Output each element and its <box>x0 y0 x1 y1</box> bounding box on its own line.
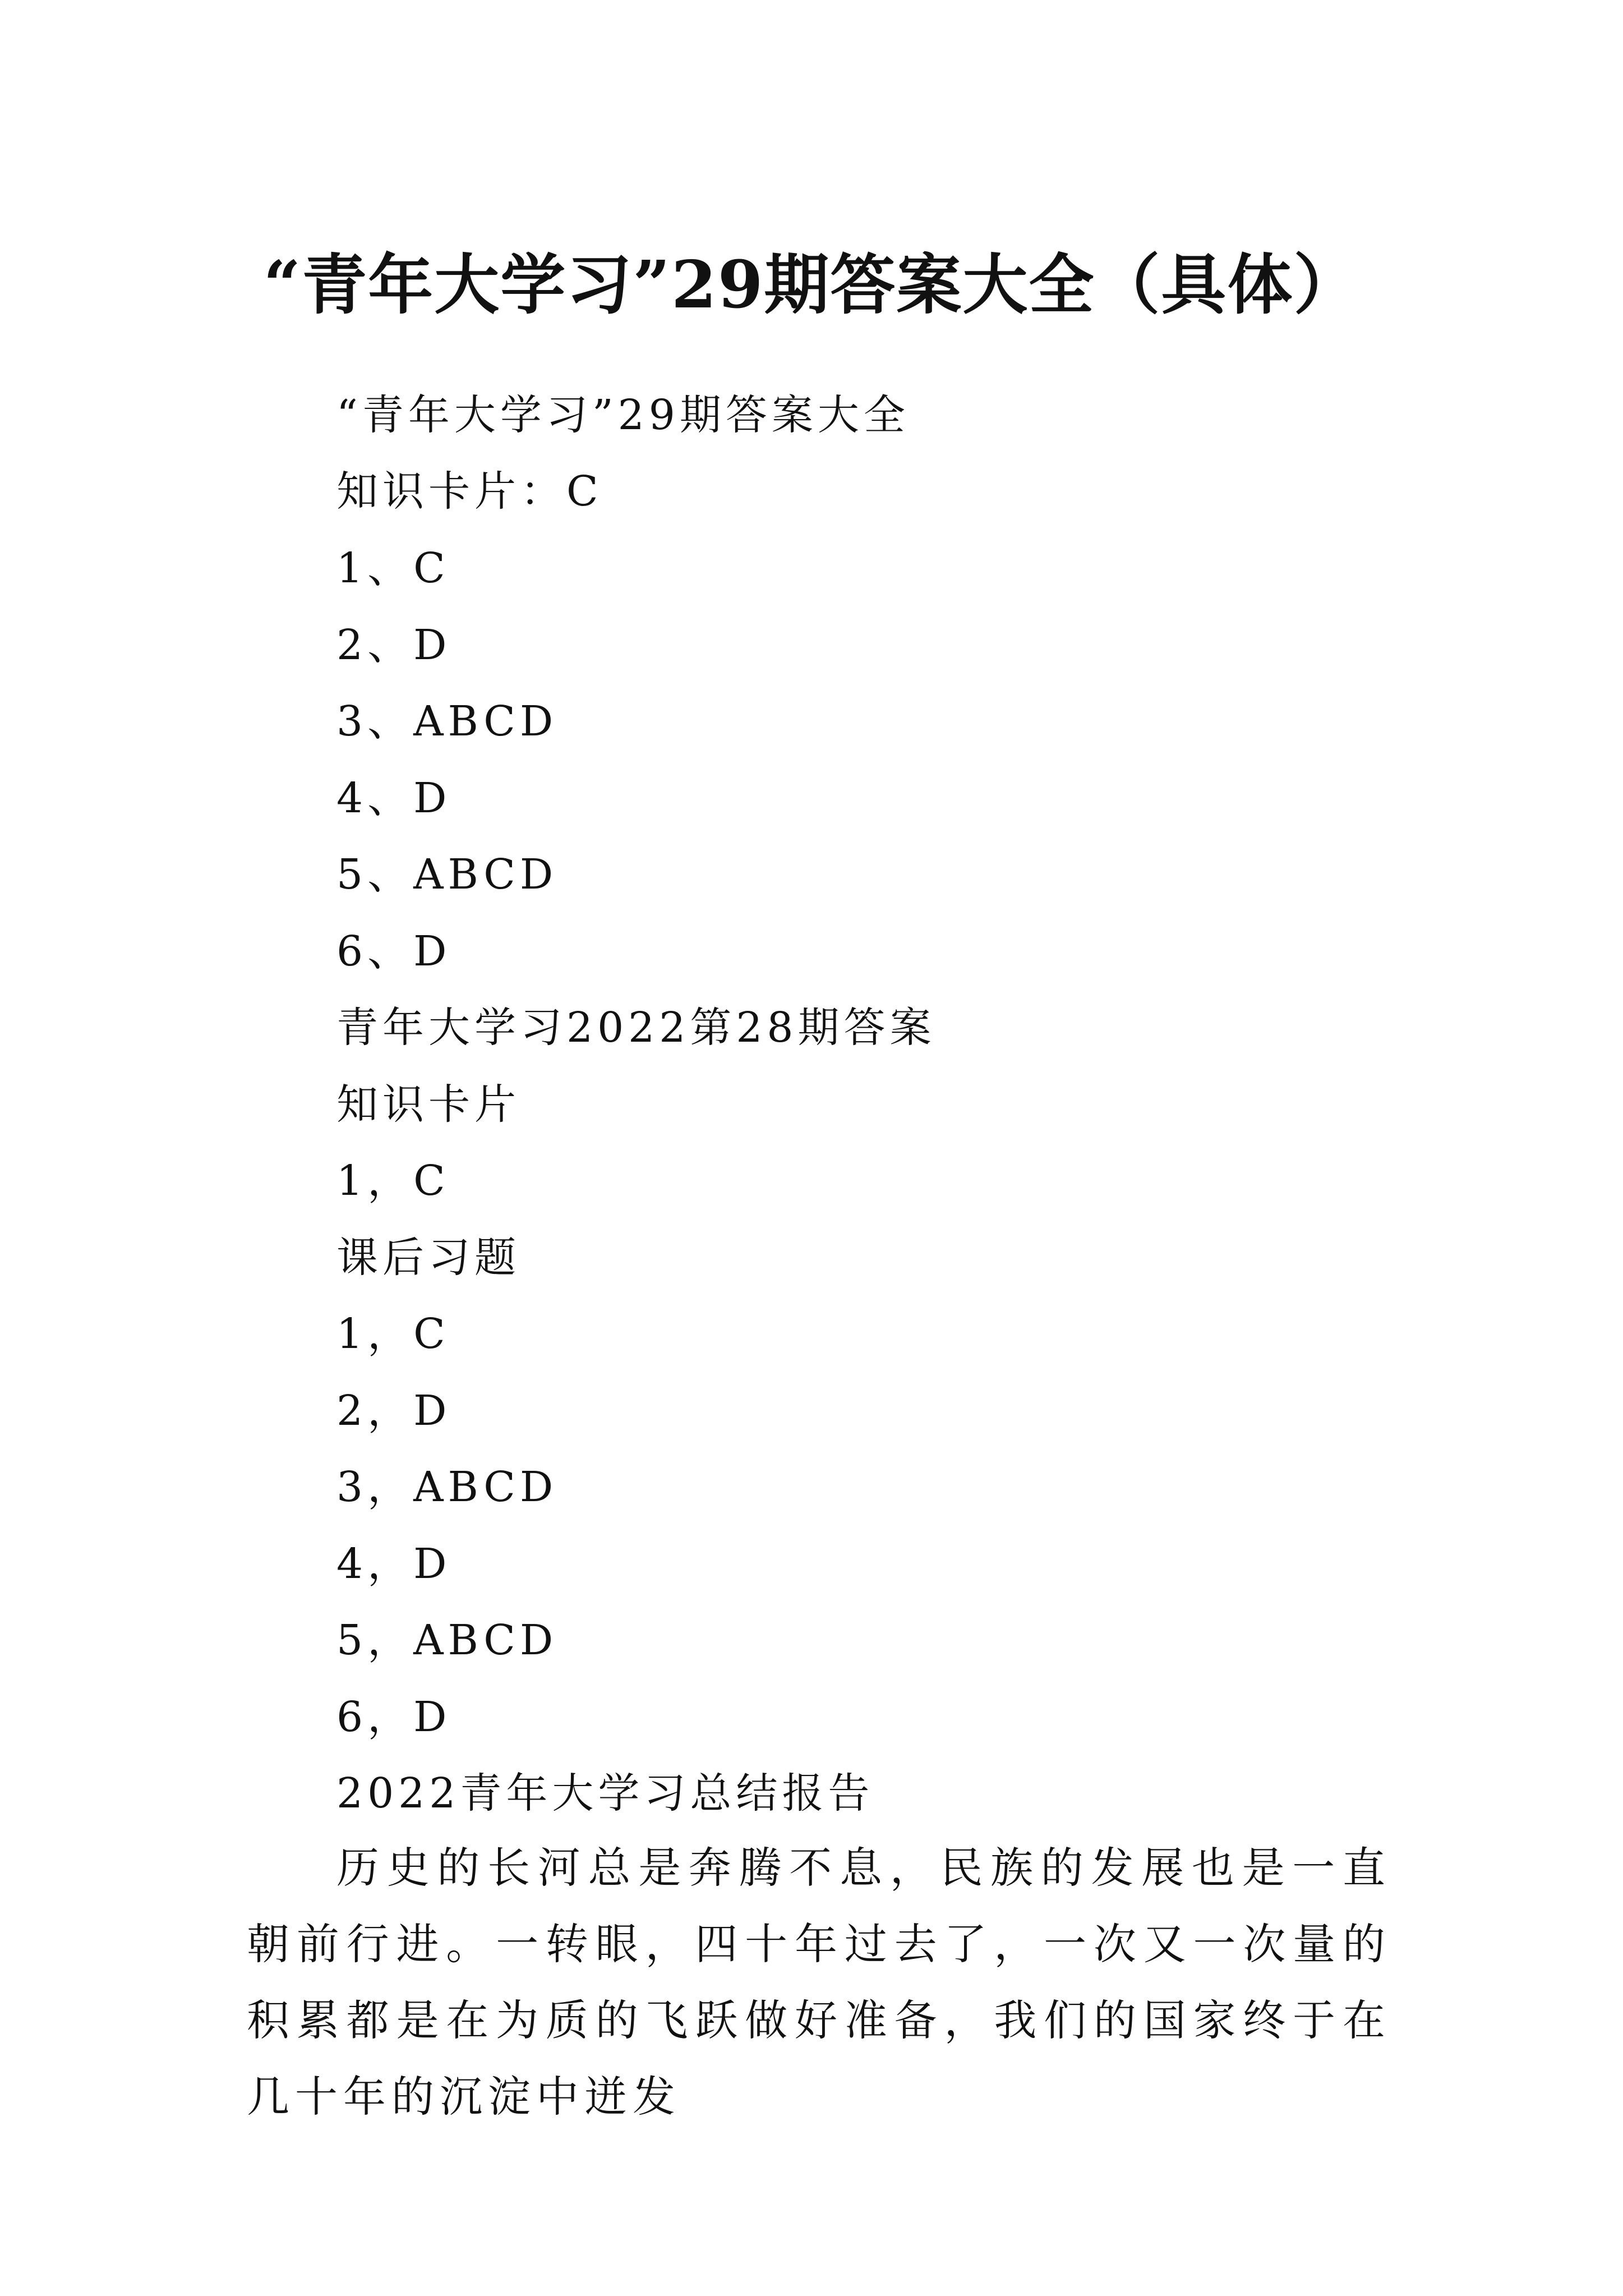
text-line-answer: 3、ABCD <box>336 697 558 746</box>
text-line-answer: 4、D <box>336 774 451 822</box>
text-line-answer: 2，D <box>336 1387 451 1435</box>
text-line-answer: 3，ABCD <box>336 1463 558 1511</box>
body-paragraph: 历史的长河总是奔腾不息，民族的发展也是一直朝前行进。一转眼，四十年过去了，一次又一次量的积累都是在为质的飞跃做好准备，我们的国家终于在几十年的沉淀中迸发 <box>247 1843 1391 2122</box>
text-line-answer: 1，C <box>336 1157 450 1205</box>
text-line-answer: 4，D <box>336 1540 451 1588</box>
text-line-answer: 2、D <box>336 621 451 669</box>
text-line-report-heading: 2022青年大学习总结报告 <box>336 1769 874 1818</box>
text-line-heading: “青年大学习”29期答案大全 <box>336 391 910 439</box>
text-line-exercises-heading: 课后习题 <box>336 1234 520 1282</box>
text-line-knowledge-card: 知识卡片 <box>336 1080 520 1129</box>
text-line-answer: 5，ABCD <box>336 1616 558 1664</box>
text-line-answer: 5、ABCD <box>336 850 558 899</box>
text-line-answer: 6、D <box>336 927 451 976</box>
text-line-section-heading: 青年大学习2022第28期答案 <box>336 1004 936 1052</box>
text-line-answer: 1，C <box>336 1310 450 1358</box>
text-line-knowledge-card: 知识卡片：C <box>336 467 603 516</box>
text-line-answer: 1、C <box>336 544 450 592</box>
page-title: “青年大学习”29期答案大全（具体） <box>263 246 1360 323</box>
text-line-answer: 6，D <box>336 1693 451 1741</box>
